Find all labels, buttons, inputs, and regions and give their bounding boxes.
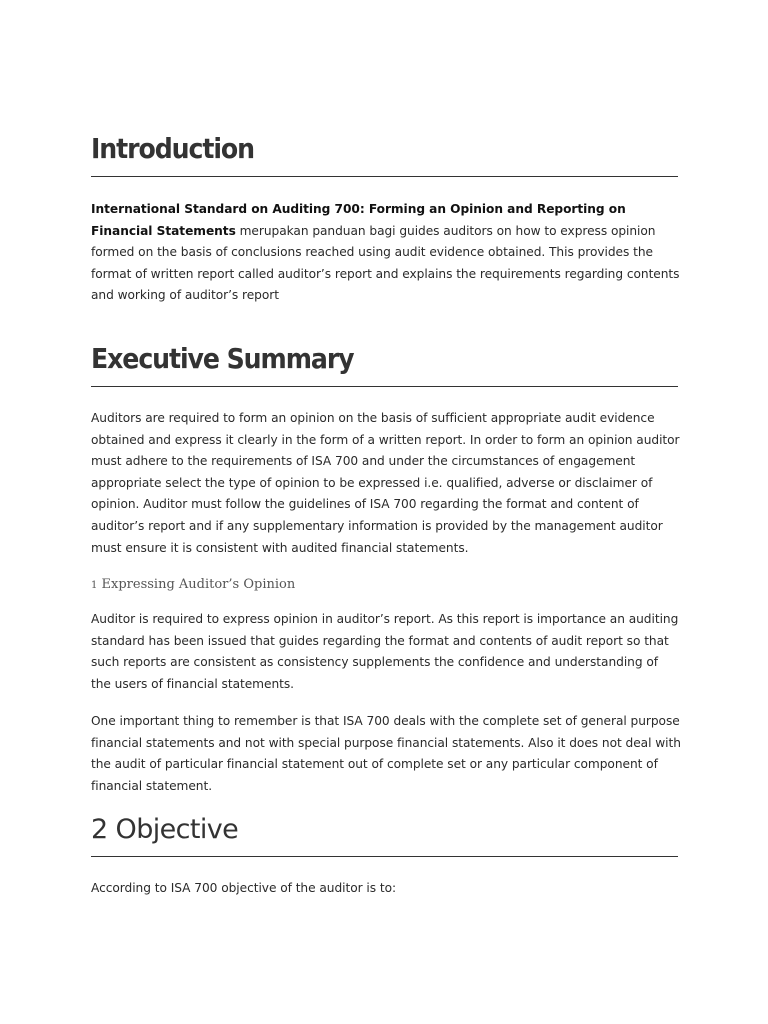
executive-summary-divider xyxy=(91,386,678,387)
introduction-paragraph xyxy=(91,199,681,307)
executive-summary-paragraph: Auditors are required to form an opinion on the basis of sufficient appropriate audit evidence obtained and express it clearly in the form of a written report. In order to form an opinion auditor must adhere to the requirements of ISA 700 and under the circumstances of engagement appropriate select the type of opinion to be expressed i.e. qualified, adverse or disclaimer of opinion. Auditor must follow the guidelines of ISA 700 regarding the format and content of auditor’s report and if any supplementary information is provided by the management auditor must ensure it is consistent with audited financial statements. xyxy=(91,411,680,555)
introduction-bold-lead: International Standard on Auditing 700: Forming an Opinion and Reporting on Financial Statements xyxy=(91,202,626,238)
subheading-text: Expressing Auditor’s Opinion xyxy=(101,577,296,592)
objective-heading-block xyxy=(91,811,678,857)
introduction-divider xyxy=(91,176,678,177)
introduction-body: merupakan panduan bagi guides auditors on how to express opinion formed on the basis of conclusions reached using audit evidence obtained. This provides the format of written report called auditor’s report and explains the requirements regarding contents and working of auditor’s report xyxy=(91,223,680,303)
expressing-opinion-paragraph-2: One important thing to remember is that ISA 700 deals with the complete set of general purpose financial statements and not with special purpose financial statements. Also it does not deal with the audit of particular financial statement out of complete set or any particular component of financial statement. xyxy=(91,714,681,793)
objective-divider xyxy=(91,856,678,857)
executive-summary-heading: Executive Summary xyxy=(91,342,354,375)
introduction-heading: Introduction xyxy=(91,132,254,165)
introduction-heading-block xyxy=(91,130,678,177)
subheading-number: 1 xyxy=(91,580,98,591)
executive-summary-heading-block xyxy=(91,340,678,387)
expressing-opinion-subheading xyxy=(91,577,295,592)
objective-paragraph: According to ISA 700 objective of the auditor is to: xyxy=(91,881,397,895)
objective-heading: 2 Objective xyxy=(91,814,239,845)
expressing-opinion-paragraph-1: Auditor is required to express opinion in auditor’s report. As this report is importance an auditing standard has been issued that guides regarding the format and contents of audit report so that such reports are consistent as consistency supplements the confidence and understanding of the users of financial statements. xyxy=(91,612,679,691)
